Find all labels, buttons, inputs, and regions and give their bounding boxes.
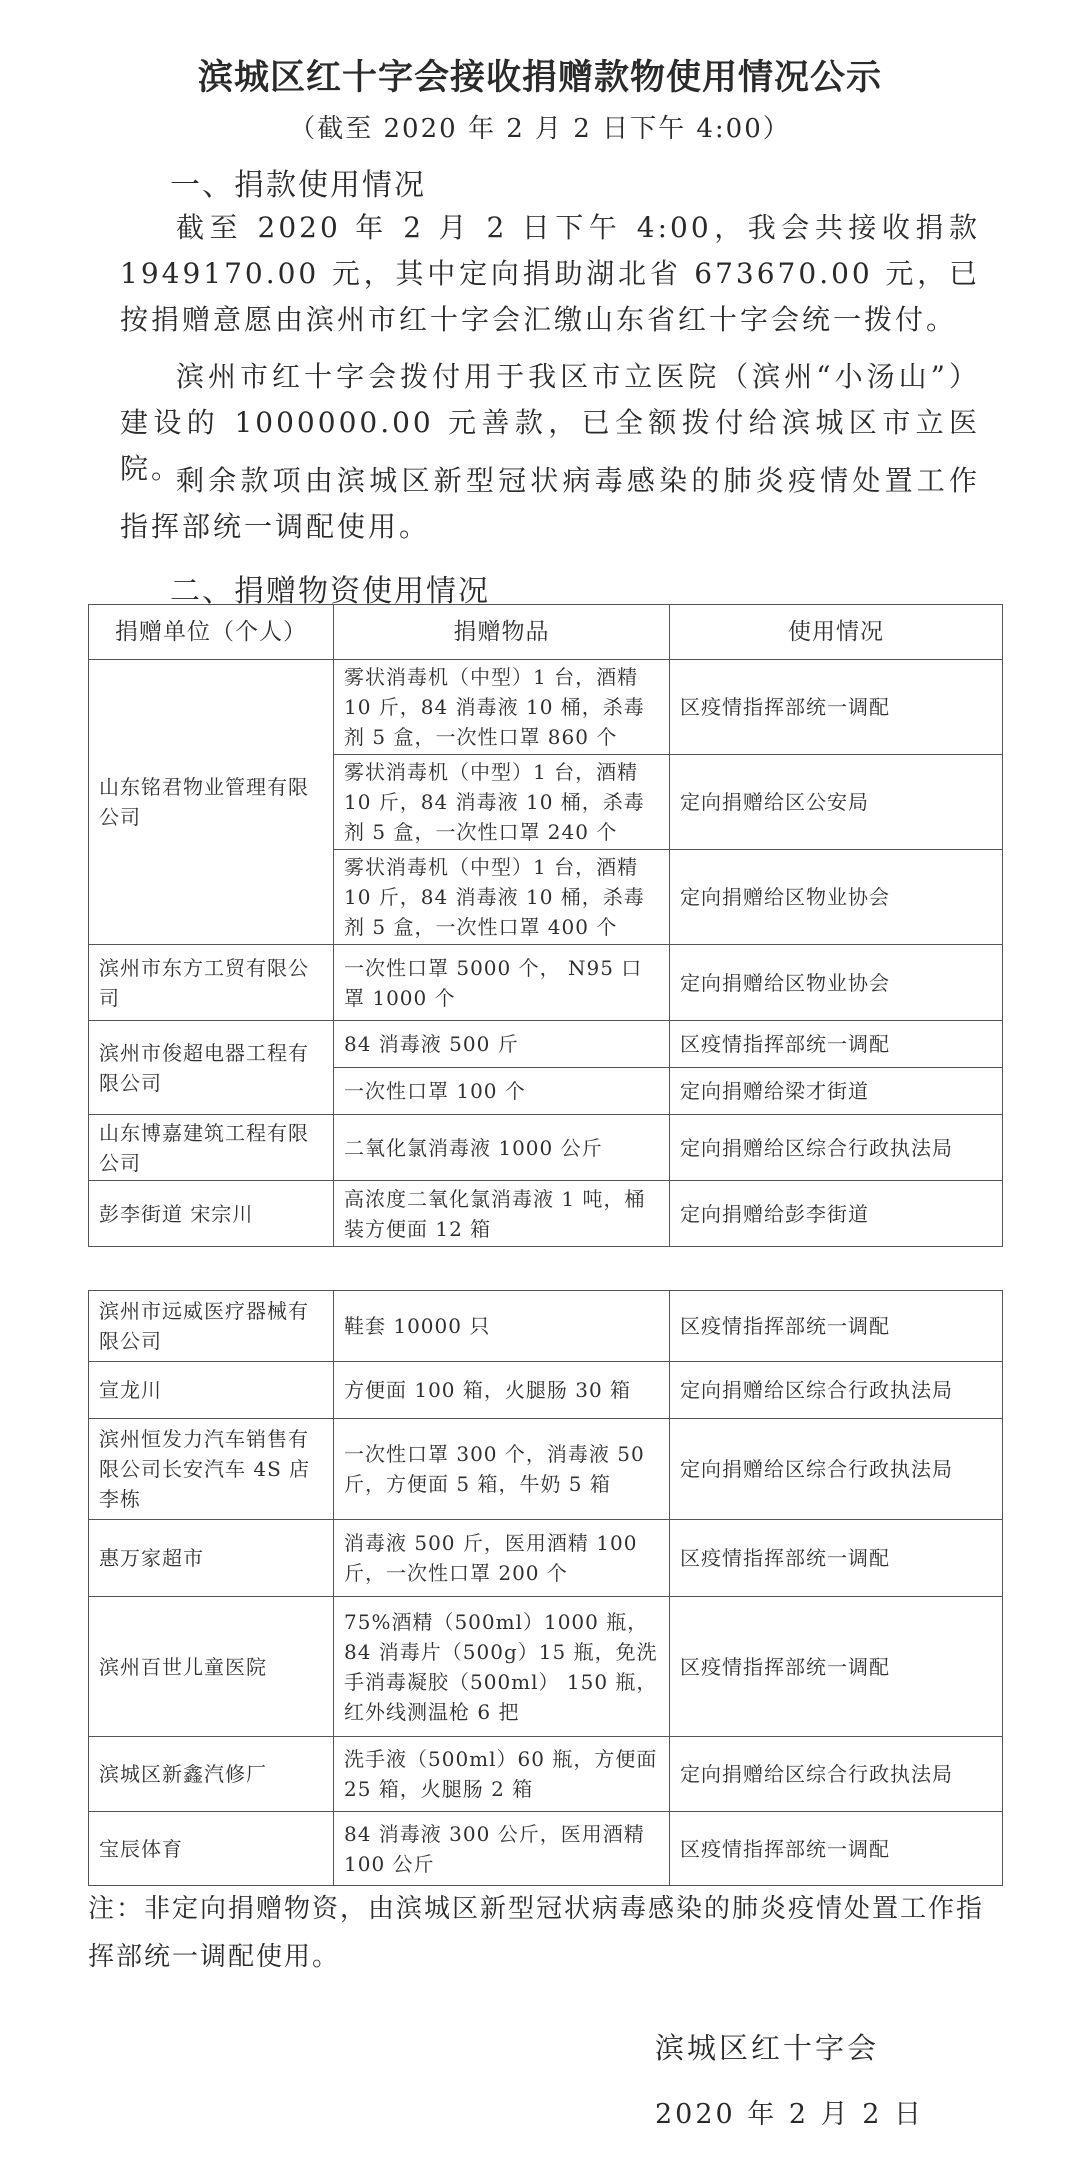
- donation-table-part1: [88, 604, 1003, 1247]
- usage-cell: 定向捐赠给区公安局: [670, 755, 1003, 850]
- donor-cell: 惠万家超市: [89, 1520, 334, 1597]
- goods-cell: 一次性口罩 5000 个， N95 口罩 1000 个: [334, 945, 670, 1021]
- goods-cell: 雾状消毒机（中型）1 台，酒精 10 斤，84 消毒液 10 桶，杀毒剂 5 盒，一次性口罩 240 个: [334, 755, 670, 850]
- donor-cell: 宣龙川: [89, 1362, 334, 1419]
- donor-cell: 山东铭君物业管理有限公司: [89, 660, 334, 945]
- goods-cell: 84 消毒液 300 公斤，医用酒精 100 公斤: [334, 1812, 670, 1886]
- goods-cell: 雾状消毒机（中型）1 台，酒精 10 斤，84 消毒液 10 桶，杀毒剂 5 盒，一次性口罩 400 个: [334, 850, 670, 945]
- goods-cell: 二氧化氯消毒液 1000 公斤: [334, 1115, 670, 1181]
- usage-cell: 定向捐赠给区综合行政执法局: [670, 1419, 1003, 1520]
- issue-date: 2020 年 2 月 2 日: [655, 2099, 924, 2130]
- donor-cell: 滨城区新鑫汽修厂: [89, 1737, 334, 1812]
- table-header-row: [89, 605, 1003, 660]
- footnote: 注：非定向捐赠物资，由滨城区新型冠状病毒感染的肺炎疫情处置工作指挥部统一调配使用。: [88, 1894, 985, 1972]
- usage-cell: 定向捐赠给区物业协会: [670, 945, 1003, 1021]
- goods-cell: 一次性口罩 300 个，消毒液 50 斤，方便面 5 箱，牛奶 5 箱: [334, 1419, 670, 1520]
- goods-cell: 洗手液（500ml）60 瓶，方便面 25 箱，火腿肠 2 箱: [334, 1737, 670, 1812]
- usage-cell: 区疫情指挥部统一调配: [670, 1291, 1003, 1362]
- page-subtitle: （截至 2020 年 2 月 2 日下午 4:00）: [289, 114, 791, 144]
- goods-cell: 方便面 100 箱，火腿肠 30 箱: [334, 1362, 670, 1419]
- usage-cell: 定向捐赠给区综合行政执法局: [670, 1115, 1003, 1181]
- goods-cell: 一次性口罩 100 个: [334, 1068, 670, 1115]
- table-row: [89, 1021, 1003, 1068]
- usage-cell: 区疫情指挥部统一调配: [670, 1812, 1003, 1886]
- usage-cell: 区疫情指挥部统一调配: [670, 1597, 1003, 1737]
- donor-cell: 滨州百世儿童医院: [89, 1597, 334, 1737]
- table-row: [89, 1597, 1003, 1737]
- table-row: [89, 1181, 1003, 1247]
- section-heading-funds: 一、捐款使用情况: [170, 168, 426, 203]
- header-donor: 捐赠单位（个人）: [89, 605, 334, 660]
- header-usage: 使用情况: [670, 605, 1003, 660]
- table-row: [89, 1291, 1003, 1362]
- table-row: [89, 945, 1003, 1021]
- paragraph-hospital-funding: 滨州市红十字会拨付用于我区市立医院（滨州“小汤山”）建设的 1000000.00 元善款，已全额拨付给滨城区市立医院。: [120, 360, 980, 485]
- header-goods: 捐赠物品: [334, 605, 670, 660]
- donor-cell: 宝辰体育: [89, 1812, 334, 1886]
- donor-cell: 滨州市远威医疗器械有限公司: [89, 1291, 334, 1362]
- section-heading-goods: 二、捐赠物资使用情况: [170, 574, 490, 609]
- table-row: [89, 1737, 1003, 1812]
- goods-cell: 75%酒精（500ml）1000 瓶，84 消毒片（500g）15 瓶，免洗手消毒凝胶（500ml） 150 瓶，红外线测温枪 6 把: [334, 1597, 670, 1737]
- goods-cell: 高浓度二氧化氯消毒液 1 吨，桶装方便面 12 箱: [334, 1181, 670, 1247]
- usage-cell: 定向捐赠给梁才街道: [670, 1068, 1003, 1115]
- donation-table-part2: [88, 1290, 1003, 1886]
- table-row: [89, 1520, 1003, 1597]
- donor-cell: 滨州恒发力汽车销售有限公司长安汽车 4S 店李栋: [89, 1419, 334, 1520]
- table-row: [89, 1812, 1003, 1886]
- donor-cell: 滨州市东方工贸有限公司: [89, 945, 334, 1021]
- donor-cell: 山东博嘉建筑工程有限公司: [89, 1115, 334, 1181]
- usage-cell: 定向捐赠给区物业协会: [670, 850, 1003, 945]
- table-row: [89, 1362, 1003, 1419]
- issuer-signature: 滨城区红十字会: [655, 2031, 880, 2065]
- usage-cell: 定向捐赠给区综合行政执法局: [670, 1362, 1003, 1419]
- usage-cell: 区疫情指挥部统一调配: [670, 1021, 1003, 1068]
- paragraph-funds-received: 截至 2020 年 2 月 2 日下午 4:00，我会共接收捐款 1949170.00 元，其中定向捐助湖北省 673670.00 元，已按捐赠意愿由滨州市红十字会汇缴山东省红十字会统一拨付。: [120, 211, 980, 336]
- paragraph-remaining-funds: 剩余款项由滨城区新型冠状病毒感染的肺炎疫情处置工作指挥部统一调配使用。: [120, 464, 980, 543]
- goods-cell: 消毒液 500 斤，医用酒精 100 斤，一次性口罩 200 个: [334, 1520, 670, 1597]
- usage-cell: 定向捐赠给彭李街道: [670, 1181, 1003, 1247]
- table-row: [89, 1419, 1003, 1520]
- goods-cell: 84 消毒液 500 斤: [334, 1021, 670, 1068]
- usage-cell: 区疫情指挥部统一调配: [670, 660, 1003, 755]
- donor-cell: 彭李街道 宋宗川: [89, 1181, 334, 1247]
- table-row: [89, 1115, 1003, 1181]
- goods-cell: 雾状消毒机（中型）1 台，酒精 10 斤，84 消毒液 10 桶，杀毒剂 5 盒，一次性口罩 860 个: [334, 660, 670, 755]
- usage-cell: 区疫情指挥部统一调配: [670, 1520, 1003, 1597]
- usage-cell: 定向捐赠给区综合行政执法局: [670, 1737, 1003, 1812]
- table-row: [89, 660, 1003, 755]
- page-title: 滨城区红十字会接收捐赠款物使用情况公示: [197, 58, 882, 98]
- goods-cell: 鞋套 10000 只: [334, 1291, 670, 1362]
- donor-cell: 滨州市俊超电器工程有限公司: [89, 1021, 334, 1115]
